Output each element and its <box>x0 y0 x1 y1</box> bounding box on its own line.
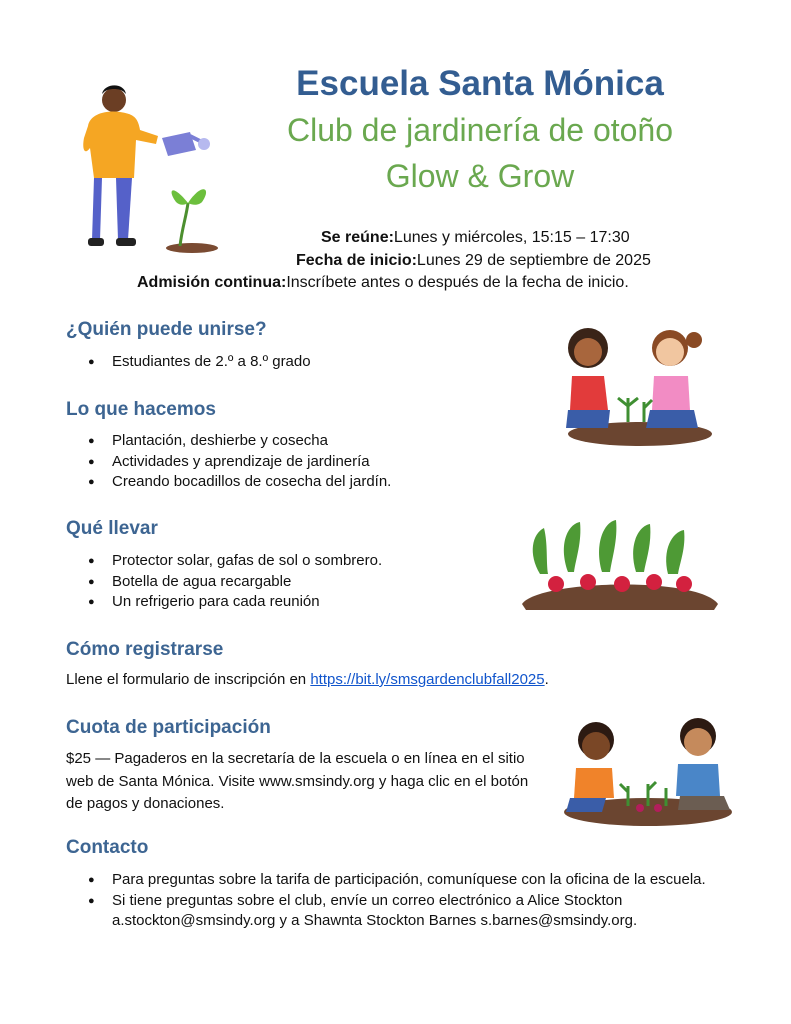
who-heading: ¿Quién puede unirse? <box>66 319 267 340</box>
boys-planting-illustration <box>548 714 744 832</box>
bring-list <box>88 551 382 613</box>
register-text-before: Llene el formulario de inscripción en <box>66 671 311 688</box>
register-heading: Cómo registrarse <box>66 639 224 660</box>
club-title: Club de jardinería de otoño <box>286 112 674 148</box>
list-item: ● Botella de agua recargable <box>88 572 382 593</box>
list-item: ● Creando bocadillos de cosecha del jardín. <box>88 472 391 493</box>
meets-line <box>321 229 630 247</box>
school-title: Escuela Santa Mónica <box>296 64 664 103</box>
contact-heading: Contacto <box>66 837 149 858</box>
meets-label: Se reúne: <box>321 229 394 246</box>
registration-link[interactable]: https://bit.ly/smsgardenclubfall2025 <box>310 671 545 688</box>
register-text <box>66 669 549 692</box>
who-list <box>88 352 311 373</box>
what-list <box>88 431 391 493</box>
list-item: ● Estudiantes de 2.º a 8.º grado <box>88 352 311 373</box>
admission-value: Inscríbete antes o después de la fecha de inicio. <box>286 274 629 291</box>
start-label: Fecha de inicio: <box>296 252 417 269</box>
contact-list <box>88 870 738 932</box>
list-item: ● Protector solar, gafas de sol o sombrero. <box>88 551 382 572</box>
start-line <box>296 252 651 270</box>
list-item: ● Actividades y aprendizaje de jardinería <box>88 452 391 473</box>
list-item: ● Un refrigerio para cada reunión <box>88 592 382 613</box>
program-title: Glow & Grow <box>385 158 575 194</box>
gardener-illustration <box>72 78 232 258</box>
list-item: ● Para preguntas sobre la tarifa de participación, comuníquese con la oficina de la escuela. <box>88 870 738 891</box>
bring-heading: Qué llevar <box>66 518 158 539</box>
list-item: ● Plantación, deshierbe y cosecha <box>88 431 391 452</box>
beets-illustration <box>518 514 723 614</box>
start-value: Lunes 29 de septiembre de 2025 <box>416 252 651 269</box>
what-heading: Lo que hacemos <box>66 399 216 420</box>
fee-heading: Cuota de participación <box>66 717 271 738</box>
admission-line <box>137 274 629 292</box>
fee-text: $25 — Pagaderos en la secretaría de la escuela o en línea en el sitio web de Santa Mónica. Visite www.smsindy.org y haga clic en el botón de pagos y donaciones. <box>66 750 529 812</box>
meets-value: Lunes y miércoles, 15:15 – 17:30 <box>393 229 630 246</box>
admission-label: Admisión continua: <box>137 274 287 291</box>
register-text-after: . <box>544 671 549 688</box>
girls-planting-illustration <box>548 318 726 448</box>
list-item: ● Si tiene preguntas sobre el club, envíe un correo electrónico a Alice Stockton a.stockton@smsindy.org y a Shawnta Stockton Barnes s.barnes@smsindy.org. <box>88 891 738 932</box>
